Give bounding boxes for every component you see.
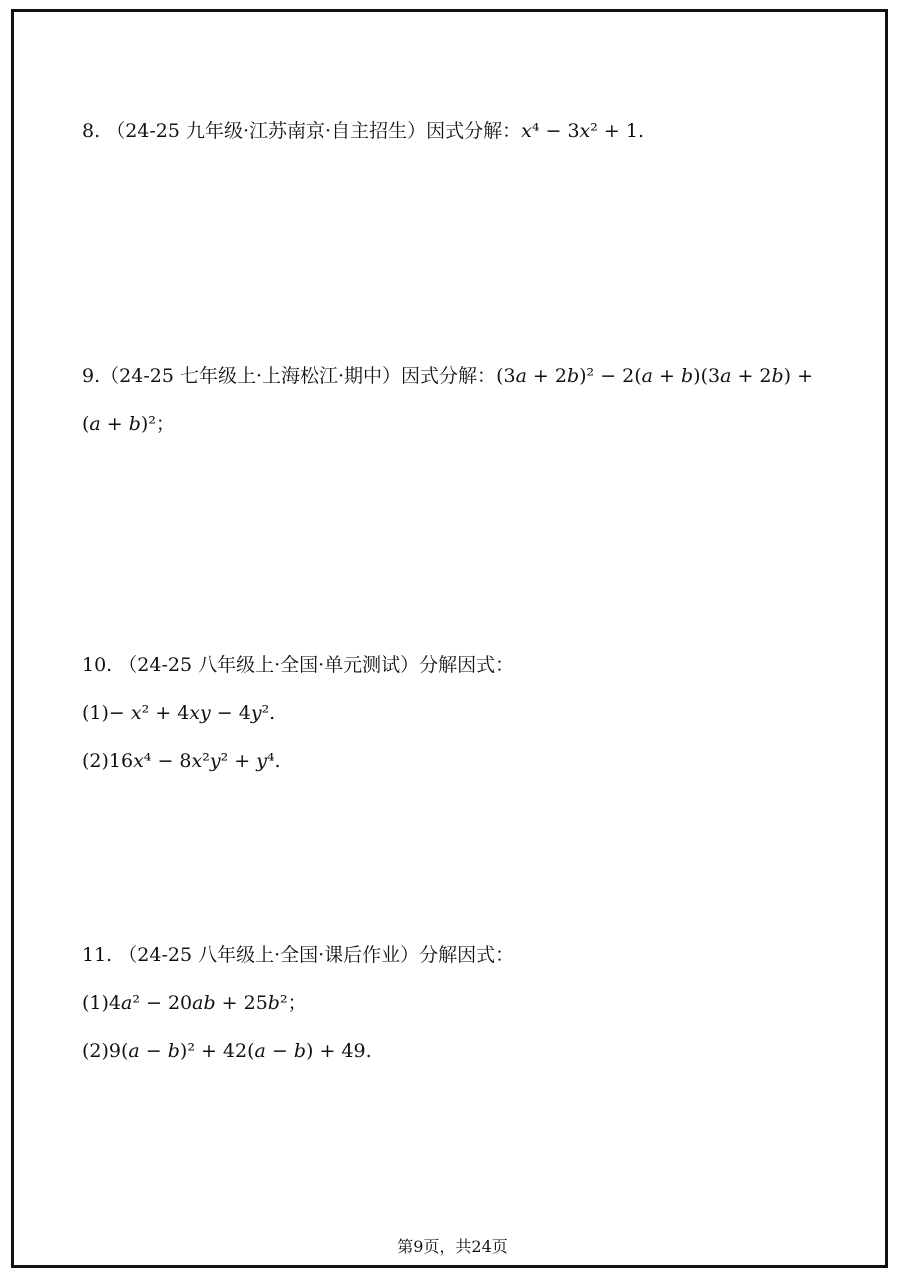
question-10-part-2 <box>82 748 281 774</box>
page-number-footer: 第9页，共24页 <box>397 1237 508 1256</box>
question-number: 10. <box>82 654 113 676</box>
math-expression: 𝑥⁴ − 3𝑥² + 1. <box>521 120 644 142</box>
question-8 <box>82 118 644 144</box>
math-expression: (2)16𝑥⁴ − 8𝑥²𝑦² + 𝑦⁴. <box>82 750 281 772</box>
question-prompt: 分解因式： <box>419 654 515 676</box>
question-source: （24-25 七年级上·上海松江·期中） <box>100 365 402 387</box>
question-prompt: 因式分解： <box>426 120 522 142</box>
question-source: （24-25 八年级上·全国·课后作业） <box>118 944 420 966</box>
math-expression: (1)4𝑎² − 20𝑎𝑏 + 25𝑏²； <box>82 992 307 1014</box>
question-11 <box>82 942 514 968</box>
question-number: 9. <box>82 365 101 387</box>
question-10 <box>82 652 514 678</box>
math-expression: (𝑎 + 𝑏)²； <box>82 413 175 435</box>
question-9-continuation <box>82 411 175 437</box>
question-prompt: 分解因式： <box>419 944 515 966</box>
question-number: 11. <box>82 944 113 966</box>
math-expression: (1)− 𝑥² + 4𝑥𝑦 − 4𝑦². <box>82 702 276 724</box>
question-10-part-1 <box>82 700 275 726</box>
question-prompt: 因式分解： <box>401 365 497 387</box>
question-source: （24-25 九年级·江苏南京·自主招生） <box>106 120 427 142</box>
math-expression: (2)9(𝑎 − 𝑏)² + 42(𝑎 − 𝑏) + 49. <box>82 1040 372 1062</box>
page-border <box>11 9 888 1268</box>
question-11-part-2 <box>82 1038 372 1064</box>
question-source: （24-25 八年级上·全国·单元测试） <box>118 654 420 676</box>
question-number: 8. <box>82 120 101 142</box>
question-9 <box>82 363 813 389</box>
math-expression: (3𝑎 + 2𝑏)² − 2(𝑎 + 𝑏)(3𝑎 + 2𝑏) + <box>496 365 814 387</box>
question-11-part-1 <box>82 990 307 1016</box>
